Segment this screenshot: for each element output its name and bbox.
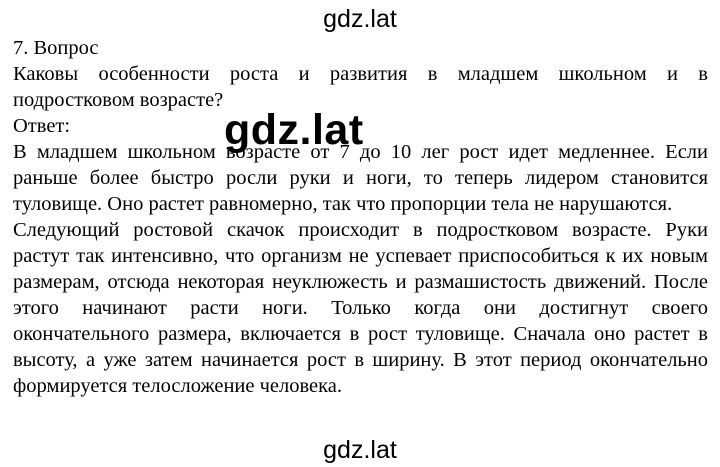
- question-heading: 7. Вопрос: [13, 37, 99, 59]
- watermark-bottom: gdz.lat: [323, 436, 397, 464]
- answer-label: Ответ:: [13, 115, 71, 137]
- answer-paragraph-2-line: растут так интенсивно, что организм не успевает приспособиться к их новым: [13, 245, 708, 267]
- answer-paragraph-2-line: этого начинают расти ноги. Только когда они достигнут своего: [13, 297, 708, 319]
- watermark-top: gdz.lat: [323, 5, 397, 33]
- answer-paragraph-1-line: раньше более быстро росли руки и ноги, то теперь лидером становится: [13, 167, 708, 189]
- answer-paragraph-2-line: окончательного размера, включается в рост туловище. Сначала оно растет в: [13, 323, 708, 345]
- answer-paragraph-2-line: формируется телосложение человека.: [13, 375, 343, 397]
- answer-paragraph-1-line: туловище. Оно растет равномерно, так что пропорции тела не нарушаются.: [13, 193, 673, 215]
- watermark-center: gdz.lat: [224, 106, 364, 154]
- answer-paragraph-2-line: размерам, отсюда некоторая неуклюжесть и размашистость движений. После: [13, 271, 708, 293]
- document-body: [13, 35, 708, 399]
- question-text-line: подростковом возрасте?: [13, 89, 224, 111]
- answer-paragraph-2-line: Следующий ростовой скачок происходит в подростковом возрасте. Руки: [13, 219, 708, 241]
- answer-paragraph-1-line: В младшем школьном возрасте от 7 до 10 лег рост идет медленнее. Если: [13, 141, 708, 163]
- question-text-line: Каковы особенности роста и развития в младшем школьном и в: [13, 63, 708, 85]
- answer-paragraph-2-line: высоту, а уже затем начинается рост в ширину. В этот период окончательно: [13, 349, 708, 371]
